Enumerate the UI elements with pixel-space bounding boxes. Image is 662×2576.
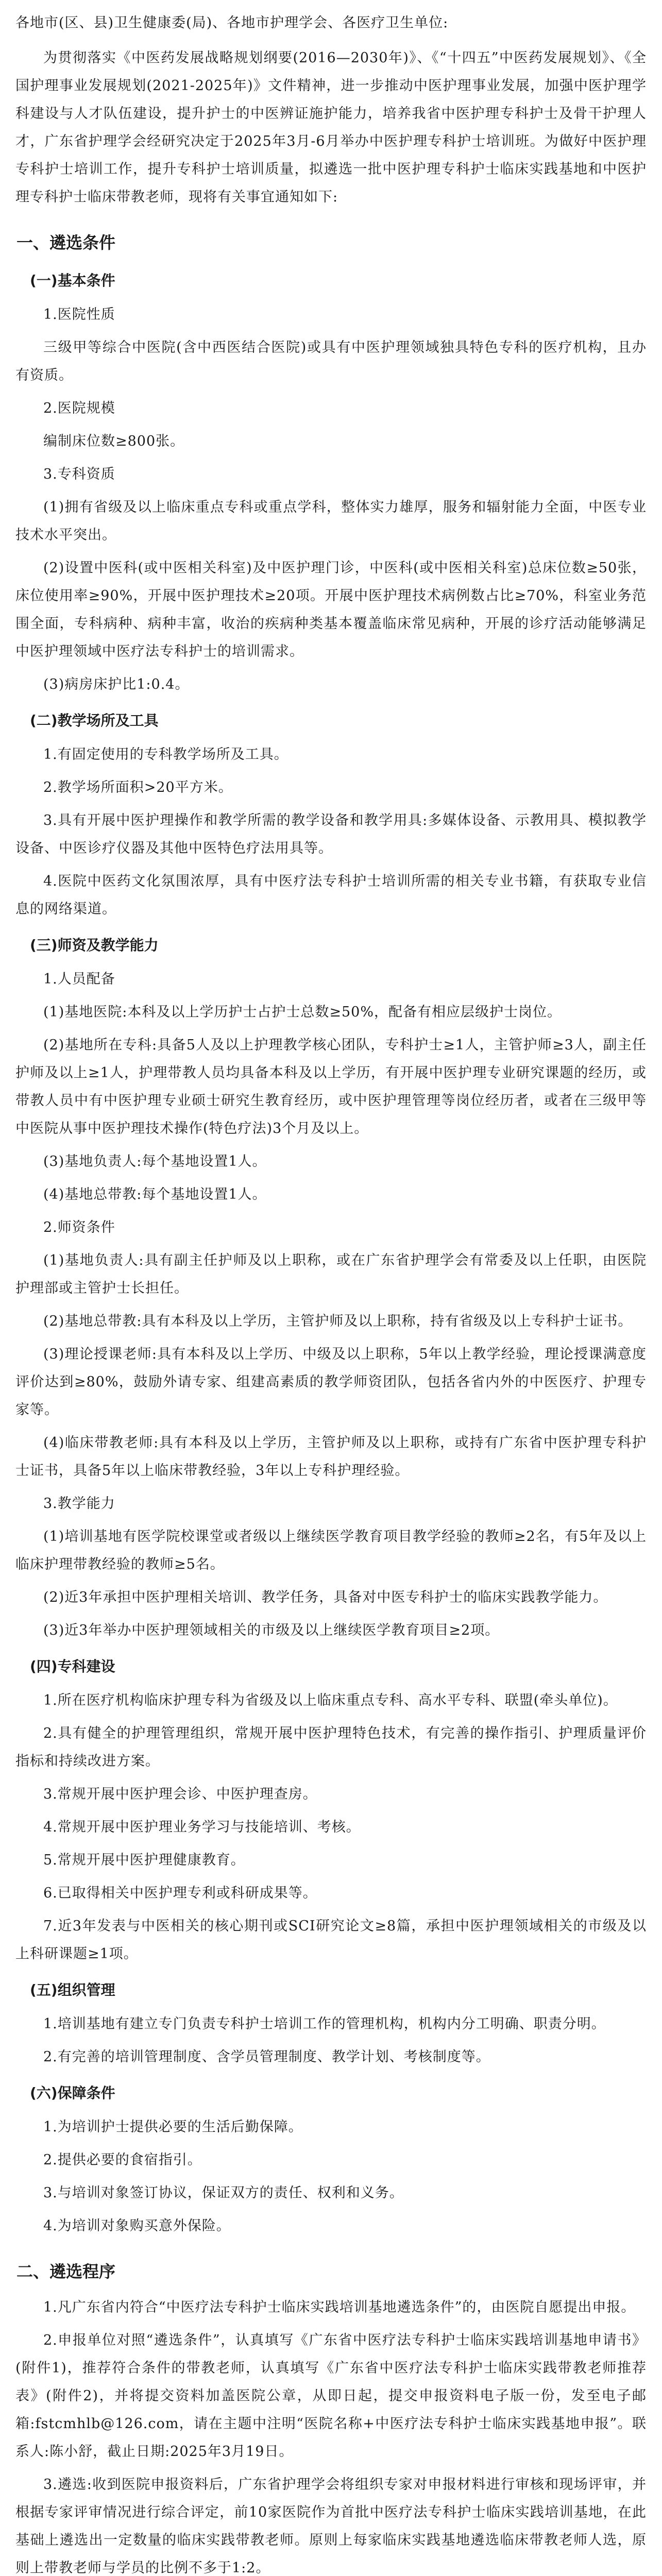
sub-5-title: (五)组织管理 [30,1981,115,1998]
list-item: (4)基地总带教:每个基地设置1人。 [43,1187,267,1202]
list-item: 编制床位数≥800张。 [43,433,185,449]
list-item: 4.医院中医药文化氛围浓厚，具有中医疗法专科护士培训所需的相关专业书籍，有获取专业信息的网络渠道。 [15,873,647,917]
list-item: 3.专科资质 [43,466,115,482]
list-item: (3)基地负责人:每个基地设置1人。 [43,1154,267,1170]
list-item: 2.有完善的培训管理制度、含学员管理制度、教学计划、考核制度等。 [43,2049,490,2065]
list-item: (1)培训基地有医学院校课堂或者级以上继续医学教育项目教学经验的教师≥2名，有5年及以上临床护理带教经验的教师≥5名。 [15,1529,647,1572]
sub-1-title: (一)基本条件 [30,272,115,289]
list-item: 1.医院性质 [43,307,115,323]
list-item: 3.常规开展中医护理会诊、中医护理查房。 [43,1786,317,1802]
list-item: 5.常规开展中医护理健康教育。 [43,1852,245,1868]
section-1-title: 一、遴选条件 [16,233,116,252]
list-item: 3.与培训对象签订协议，保证双方的责任、权利和义务。 [43,2185,404,2201]
list-item: (2)近3年承担中医护理相关培训、教学任务，具备对中医专科护士的临床实践教学能力。 [43,1589,608,1605]
list-item: 2.医院规模 [43,400,115,416]
sub-2-title: (二)教学场所及工具 [30,712,159,729]
list-item: (2)设置中医科(或中医相关科室)及中医护理门诊，中医科(或中医相关科室)总床位数≥50张，床位使用率≥90%，开展中医护理技术≥20项。开展中医护理技术病例数占比≥70%，科室业务范围全面，专科病种、病种丰富，收治的疾病种类基本覆盖临床常见病种，开展的诊疗活动能够满足中医护理领域中医疗法专科护士的培训需求。 [15,560,647,659]
list-item: 2.提供必要的食宿指引。 [43,2152,202,2168]
list-item: 1.凡广东省内符合“中医疗法专科护士临床实践培训基地遴选条件”的，由医院自愿提出申报。 [43,2299,636,2315]
list-item: 7.近3年发表与中医相关的核心期刊或SCI研究论文≥8篇，承担中医护理领域相关的市级及以上科研课题≥1项。 [15,1918,647,1962]
list-item: 1.有固定使用的专科教学场所及工具。 [43,747,288,762]
list-item: (1)基地医院:本科及以上学历护士占护士总数≥50%，配备有相应层级护士岗位。 [43,1004,562,1020]
sub-3-title: (三)师资及教学能力 [30,937,159,954]
list-item: (1)基地负责人:具有副主任护师及以上职称，或在广东省护理学会有常委及以上任职，由医院护理部或主管护士长担任。 [15,1252,647,1296]
list-item: 4.为培训对象购买意外保险。 [43,2218,231,2234]
intro-paragraph: 为贯彻落实《中医药发展战略规划纲要(2016—2030年)》、《“十四五”中医药发展规划》、《全国护理事业发展规划(2021-2025年)》文件精神，进一步推动中医护理事业发展，加强中医护理学科建设与人才队伍建设，提升护士的中医辨证施护能力，培养我省中医护理专科护士及骨干护理人才，广东省护理学会经研究决定于2025年3月-6月举办中医护理专科护士培训班。为做好中医护理专科护士培训工作，提升专科护士培训质量，拟遴选一批中医护理专科护士临床实践基地和中医护理专科护士临床带教老师，现将有关事宜通知如下: [15,50,647,205]
list-item: (1)拥有省级及以上临床重点专科或重点学科，整体实力雄厚，服务和辐射能力全面，中医专业技术水平突出。 [15,499,647,543]
list-item: 4.常规开展中医护理业务学习与技能培训、考核。 [43,1819,361,1835]
list-item: 1.人员配备 [43,971,115,987]
salutation: 各地市(区、县)卫生健康委(局)、各地市护理学会、各医疗卫生单位: [15,15,449,31]
list-item: (4)临床带教老师:具有本科及以上学历，主管护师及以上职称，或持有广东省中医护理专科护士证书，具备5年以上临床带教经验，3年以上专科护理经验。 [15,1435,647,1479]
list-item: (2)基地所在专科:具备5人及以上护理教学核心团队，专科护士≥1人，主管护师≥3人，副主任护师及以上≥1人，护理带教人员均具备本科及以上学历，有开展中医护理专业研究课题的经历，或带教人员中有中医护理专业硕士研究生教育经历，或中医护理管理等岗位经历者，或者在三级甲等中医院从事中医护理技术操作(特色疗法)3个月及以上。 [15,1037,647,1137]
list-item: 2.师资条件 [43,1219,115,1235]
list-item: (3)病房床护比1:0.4。 [43,676,190,692]
list-item: (3)近3年举办中医护理领域相关的市级及以上继续医学教育项目≥2项。 [43,1622,500,1638]
sub-6-title: (六)保障条件 [30,2084,115,2102]
list-item: 3.遴选:收到医院申报资料后，广东省护理学会将组织专家对申报材料进行审核和现场评审，并根据专家评审情况进行综合评定，前10家医院作为首批中医疗法专科护士临床实践培训基地，在此基础上遴选出一定数量的临床实践带教老师。原则上每家临床实践基地遴选临床带教老师人选，原则上带教老师与学员的比例不多于1:2。 [15,2477,647,2576]
list-item: 2.具有健全的护理管理组织，常规开展中医护理特色技术，有完善的操作指引、护理质量评价指标和持续改进方案。 [15,1725,647,1769]
list-item: 三级甲等综合中医院(含中西医结合医院)或具有中医护理领域独具特色专科的医疗机构，且办有资质。 [15,340,647,383]
list-item: 1.所在医疗机构临床护理专科为省级及以上临床重点专科、高水平专科、联盟(牵头单位)。 [43,1692,618,1708]
list-item: (3)理论授课老师:具有本科及以上学历、中级及以上职称，5年以上教学经验，理论授课满意度评价达到≥80%，鼓励外请专家、组建高素质的教学师资团队，包括各省内外的中医医疗、护理专家等。 [15,1346,647,1418]
list-item: 2.教学场所面积>20平方米。 [43,779,233,795]
list-item: 3.具有开展中医护理操作和教学所需的教学设备和教学用具:多媒体设备、示教用具、模拟教学设备、中医诊疗仪器及其他中医特色疗法用具等。 [15,812,647,856]
list-item: 2.申报单位对照“遴选条件”，认真填写《广东省中医疗法专科护士临床实践培训基地申请书》(附件1)，推荐符合条件的带教老师，认真填写《广东省中医疗法专科护士临床实践带教老师推荐表》(附件2)，并将提交资料加盖医院公章，从即日起，提交申报资料电子版一份，发至电子邮箱:fstcmhlb@126.com，请在主题中注明“医院名称+中医疗法专科护士临床实践基地申报”。联系人:陈小舒，截止日期:2025年3月19日。 [15,2332,647,2460]
list-item: 6.已取得相关中医护理专利或科研成果等。 [43,1885,317,1901]
sub-4-title: (四)专科建设 [30,1658,115,1675]
list-item: 1.为培训护士提供必要的生活后勤保障。 [43,2119,303,2135]
list-item: 1.培训基地有建立专门负责专科护士培训工作的管理机构，机构内分工明确、职责分明。 [43,2016,606,2032]
section-2-title: 二、遴选程序 [16,2262,116,2281]
list-item: 3.教学能力 [43,1496,115,1512]
list-item: (2)基地总带教:具有本科及以上学历，主管护师及以上职称，持有省级及以上专科护士证书。 [43,1313,633,1329]
